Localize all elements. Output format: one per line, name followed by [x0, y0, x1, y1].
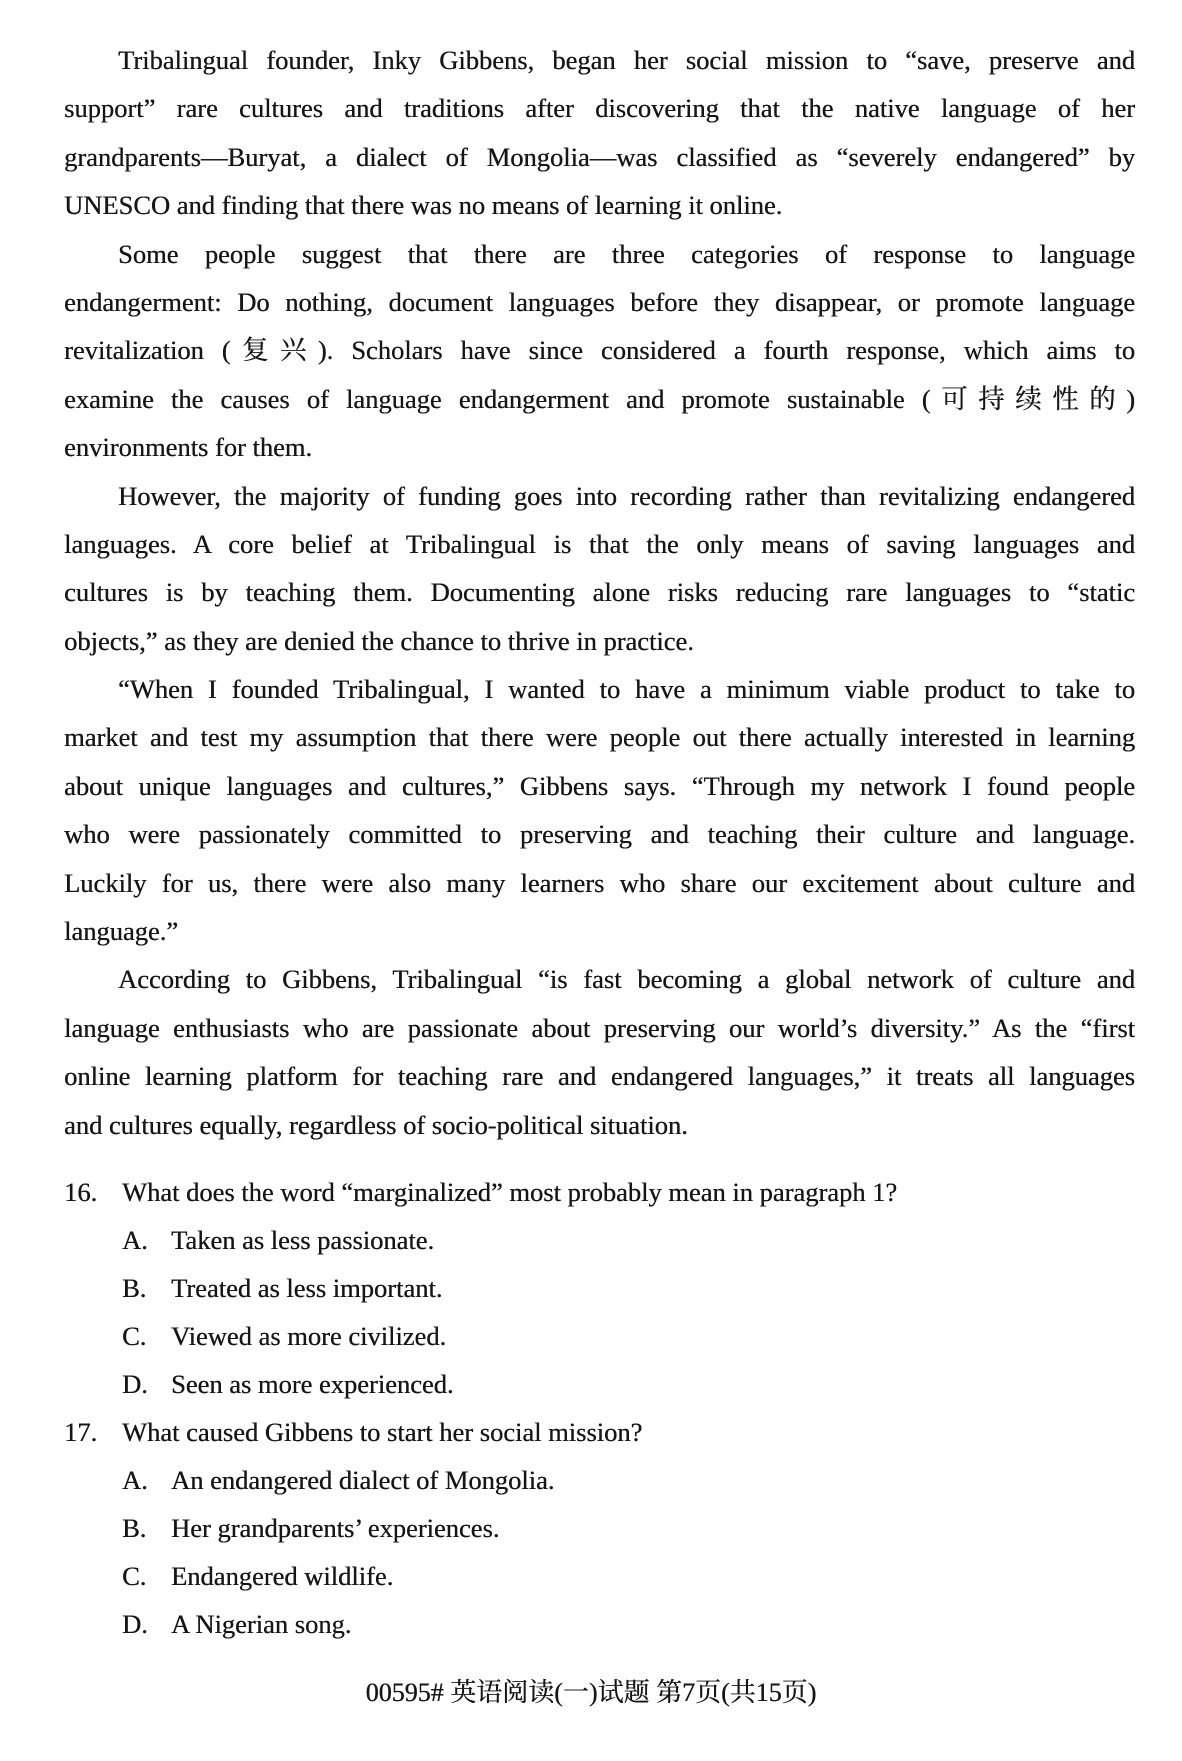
option-row — [64, 1264, 1135, 1312]
option-row — [64, 1312, 1135, 1360]
option-row — [64, 1504, 1135, 1552]
passage-line: languages. A core belief at Tribalingual is that the only means of saving languages and — [64, 528, 1135, 559]
option-letter: A. — [122, 1465, 148, 1495]
passage-line: endangerment: Do nothing, document languages before they disappear, or promote language — [64, 286, 1135, 317]
option-row — [64, 1552, 1135, 1600]
passage-line: about unique languages and cultures,” Gibbens says. “Through my network I found people — [64, 770, 1135, 801]
option-row — [64, 1456, 1135, 1504]
passage-line: UNESCO and finding that there was no means of learning it online. — [64, 190, 783, 221]
option-text: Treated as less important. — [171, 1273, 443, 1303]
option-text: Endangered wildlife. — [171, 1561, 394, 1591]
option-letter: B. — [122, 1513, 147, 1543]
option-letter: C. — [122, 1321, 147, 1351]
question-number: 16. — [64, 1177, 98, 1207]
passage-line: Tribalingual founder, Inky Gibbens, began her social mission to “save, preserve and — [118, 45, 1135, 75]
passage-line: language enthusiasts who are passionate about preserving our world’s diversity.” As the “first — [64, 1012, 1135, 1043]
passage-paragraph — [64, 36, 1135, 230]
passage-paragraph — [64, 230, 1135, 472]
option-text: An endangered dialect of Mongolia. — [171, 1465, 555, 1495]
option-row — [64, 1216, 1135, 1264]
passage-line: objects,” as they are denied the chance to thrive in practice. — [64, 625, 694, 656]
passage-line: revitalization (复兴). Scholars have since considered a fourth response, which aims to — [64, 335, 1135, 366]
passage-line: However, the majority of funding goes into recording rather than revitalizing endangered — [118, 480, 1135, 511]
question-number: 17. — [64, 1417, 98, 1447]
passage-line: “When I founded Tribalingual, I wanted to have a minimum viable product to take to — [118, 674, 1135, 705]
option-text: Her grandparents’ experiences. — [171, 1513, 500, 1543]
passage-line: grandparents—Buryat, a dialect of Mongolia—was classified as “severely endangered” by — [64, 141, 1135, 172]
passage-line: online learning platform for teaching rare and endangered languages,” it treats all languages — [64, 1061, 1135, 1092]
question-row — [64, 1408, 1135, 1456]
option-text: Taken as less passionate. — [171, 1225, 435, 1255]
option-text: Viewed as more civilized. — [171, 1321, 447, 1351]
passage-line: language.” — [64, 916, 179, 947]
passage-paragraph — [64, 955, 1135, 1149]
option-letter: D. — [122, 1609, 148, 1639]
questions-section — [64, 1168, 1135, 1648]
passage-line: examine the causes of language endangerment and promote sustainable (可持续性的) — [64, 383, 1135, 414]
question-text: What does the word “marginalized” most probably mean in paragraph 1? — [122, 1177, 898, 1207]
passage-line: Some people suggest that there are three categories of response to language — [118, 238, 1135, 269]
passage-line: who were passionately committed to preserving and teaching their culture and language. — [64, 819, 1135, 850]
question-text: What caused Gibbens to start her social mission? — [122, 1417, 643, 1447]
passage-line: Luckily for us, there were also many learners who share our excitement about culture and — [64, 867, 1135, 898]
passage-line: cultures is by teaching them. Documenting alone risks reducing rare languages to “static — [64, 577, 1135, 608]
passage-line: environments for them. — [64, 432, 313, 463]
passage-paragraph — [64, 665, 1135, 955]
question-row — [64, 1168, 1135, 1216]
option-letter: C. — [122, 1561, 147, 1591]
passage-line: and cultures equally, regardless of socio-political situation. — [64, 1109, 688, 1140]
option-text: A Nigerian song. — [171, 1609, 352, 1639]
option-letter: B. — [122, 1273, 147, 1303]
passage-line: According to Gibbens, Tribalingual “is fast becoming a global network of culture and — [118, 964, 1135, 995]
option-text: Seen as more experienced. — [171, 1369, 454, 1399]
passage-line: support” rare cultures and traditions after discovering that the native language of her — [64, 93, 1135, 124]
option-letter: A. — [122, 1225, 148, 1255]
option-row — [64, 1360, 1135, 1408]
option-letter: D. — [122, 1369, 148, 1399]
page-footer: 00595# 英语阅读(一)试题 第7页(共15页) — [365, 1678, 817, 1707]
passage-line: market and test my assumption that there were people out there actually interested in learning — [64, 722, 1135, 753]
passage-paragraph — [64, 472, 1135, 666]
option-row — [64, 1600, 1135, 1648]
passage — [64, 36, 1135, 1149]
